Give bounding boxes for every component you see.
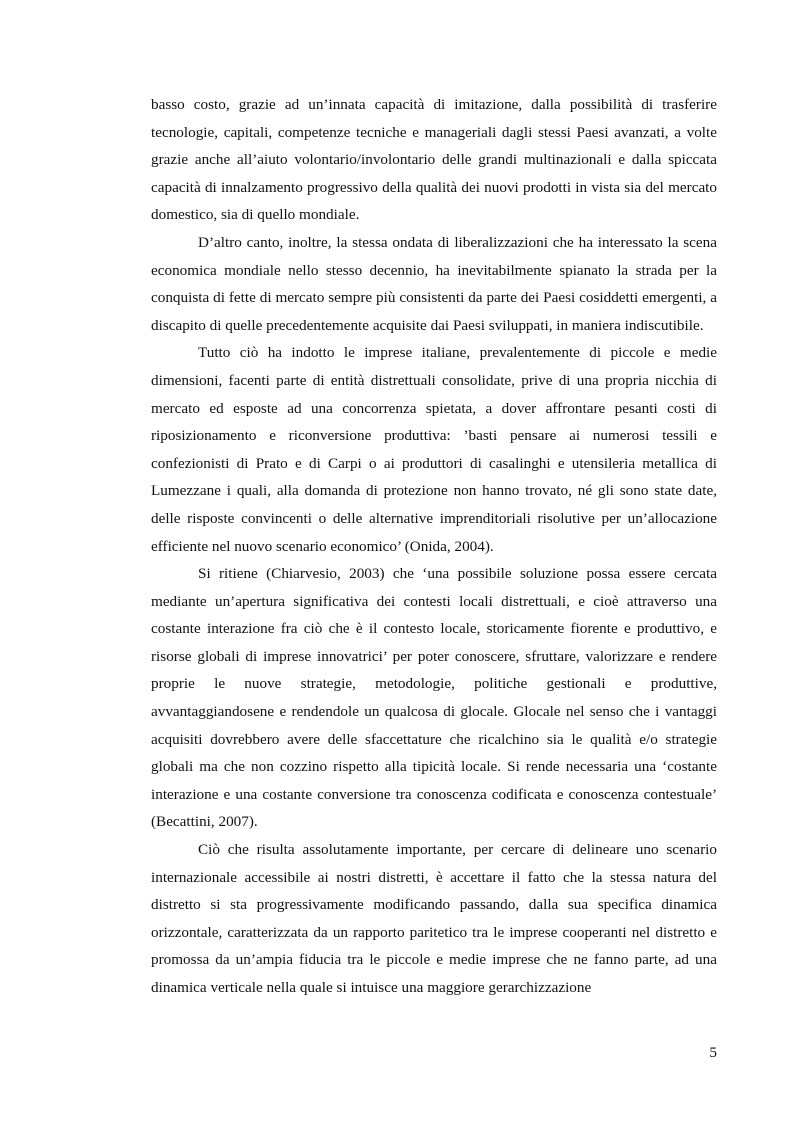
paragraph-liberalizzazioni: D’altro canto, inoltre, la stessa ondata di liberalizzazioni che ha interessato la scena economica mondiale nello stesso decennio, ha inevitabilmente spianato la strada per la conquista di fette di mercato sempre più consistenti da parte dei Paesi cosiddetti emergenti, a discapito di quelle precedentemente acquisite dai Paesi sviluppati, in maniera indiscutibile. [151, 233, 717, 334]
paragraph-soluzione-glocale: Si ritiene (Chiarvesio, 2003) che ‘una possibile soluzione possa essere cercata mediante un’apertura significativa dei contesti locali distrettuali, e cioè attraverso una costante interazione fra ciò che è il contesto locale, storicamente fiorente e produttivo, e risorse globali di imprese innovatrici’ per poter conoscere, sfruttare, valorizzare e rendere proprie le nuove strategie, metodologie, politiche gestionali e produttive, avvantaggiandosene e rendendole un qualcosa di glocale. Glocale nel senso che i vantaggi acquisiti dovrebbero avere delle sfaccettature che ricalchino sia le qualità e/o strategie globali ma che non cozzino rispetto alla tipicità locale. Si rende necessaria una ‘costante interazione e una costante conversione tra conoscenza codificata e conoscenza contestuale’ (Becattini, 2007). [151, 565, 717, 831]
paragraph-imprese-italiane: Tutto ciò ha indotto le imprese italiane, prevalentemente di piccole e medie dimensioni, facenti parte di entità distrettuali consolidate, prive di una propria nicchia di mercato ed esposte ad una concorrenza spietata, a dover affrontare pesanti costi di riposizionamento e riconversione produttiva: ’basti pensare ai numerosi tessili e confezionisti di Prato e di Carpi o ai produttori di casalinghi e utensileria metallica di Lumezzane i quali, alla domanda di protezione non hanno trovato, né gli sono state date, delle risposte convincenti o delle alternative imprenditoriali risolutive per un’allocazione efficiente nel nuovo scenario economico’ (Onida, 2004). [151, 344, 717, 555]
paragraph-continuation: basso costo, grazie ad un’innata capacità di imitazione, dalla possibilità di trasferire tecnologie, capitali, competenze tecniche e manageriali dagli stessi Paesi avanzati, a volte grazie anche all’aiuto volontario/involontario delle grandi multinazionali e dalla spiccata capacità di innalzamento progressivo della qualità dei nuovi prodotti in vista sia del mercato domestico, sia di quello mondiale. [151, 96, 717, 224]
page-number: 5 [709, 1044, 717, 1061]
paragraph-natura-distretto: Ciò che risulta assolutamente importante, per cercare di delineare uno scenario internazionale accessibile ai nostri distretti, è accettare il fatto che la stessa natura del distretto si sta progressivamente modificando passando, dalla sua specifica dinamica orizzontale, caratterizzata da un rapporto paritetico tra le imprese cooperanti nel distretto e promossa da un’ampia fiducia tra le piccole e medie imprese che ne fanno parte, ad una dinamica verticale nella quale si intuisce una maggiore gerarchizzazione [151, 841, 717, 996]
body-text [151, 91, 717, 1002]
